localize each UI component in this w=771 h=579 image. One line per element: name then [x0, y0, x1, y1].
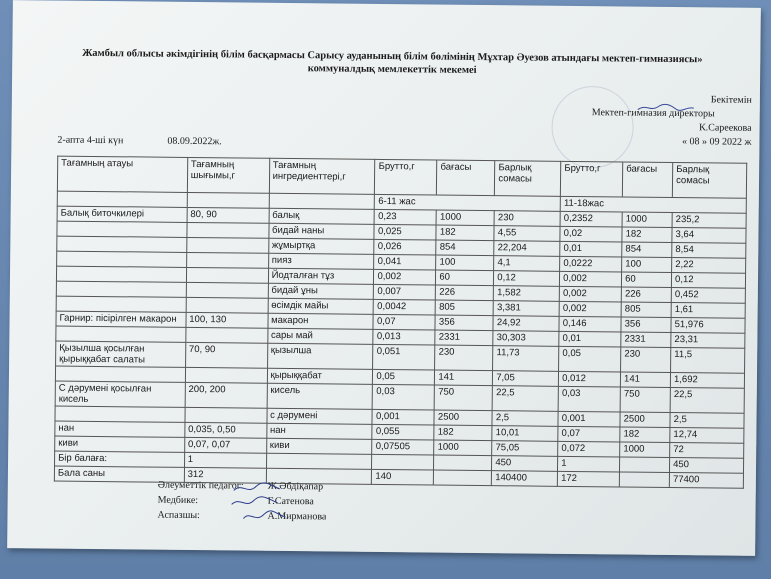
table-cell: 230 — [435, 345, 493, 371]
table-cell — [434, 470, 492, 486]
table-cell: 1000 — [622, 212, 672, 228]
document-title — [52, 47, 732, 80]
table-cell: 0,12 — [494, 271, 560, 287]
table-cell: 1000 — [434, 440, 492, 456]
approval-block — [591, 92, 752, 150]
table-cell: 0,0222 — [560, 256, 622, 272]
table-cell: 1,692 — [670, 373, 744, 389]
header-cell: Тағамның ингредиенттері,г — [269, 158, 375, 194]
table-cell: 854 — [436, 240, 494, 256]
table-cell: 226 — [621, 287, 671, 303]
table-cell: 140400 — [492, 471, 558, 487]
table-cell: 0,035, 0,50 — [185, 422, 267, 438]
table-cell: 0,007 — [374, 284, 436, 300]
table-cell: пияз — [268, 253, 374, 269]
header-cell: бағасы — [437, 160, 495, 196]
table-cell: 0,026 — [374, 239, 436, 255]
document-sheet — [7, 0, 761, 556]
table-cell — [55, 406, 185, 422]
table-cell: қырыққабат — [267, 368, 373, 384]
age-group-1: 6-11 жас — [375, 194, 561, 211]
table-cell: өсімдік майы — [268, 298, 374, 314]
table-cell: Гарнир: пісірілген макарон — [56, 311, 186, 327]
signature-role: Аспазшы: — [157, 509, 200, 522]
table-cell: 1 — [558, 456, 620, 472]
table-cell — [57, 251, 187, 267]
per-child-label: Бір балаға: — [55, 451, 185, 467]
table-cell: 22,5 — [492, 386, 558, 412]
table-cell — [185, 367, 267, 383]
table-cell: 0,07 — [373, 314, 435, 330]
header-cell: бағасы — [622, 162, 672, 198]
table-cell: 750 — [435, 385, 493, 411]
signature-role: Медбике: — [157, 494, 199, 507]
handwritten-signatures — [229, 480, 289, 525]
title-line-2: коммуналдық мемлекеттік мекемеі — [307, 63, 477, 76]
table-cell: 60 — [622, 272, 672, 288]
table-cell: 0,02 — [560, 226, 622, 242]
table-cell: 805 — [436, 300, 494, 316]
table-cell — [55, 366, 185, 382]
table-cell: бидай ұны — [268, 283, 374, 299]
table-cell: 0,07, 0,07 — [184, 437, 266, 453]
table-cell: 182 — [622, 227, 672, 243]
table-cell: 22,5 — [670, 388, 744, 414]
table-cell: 11,73 — [493, 346, 559, 372]
table-cell: 356 — [621, 317, 671, 333]
table-cell: 0,2352 — [560, 211, 622, 227]
table-cell: 0,002 — [560, 271, 622, 287]
table-cell: 100 — [436, 255, 494, 271]
table-cell: 70, 90 — [185, 342, 267, 368]
table-cell: 3,381 — [493, 301, 559, 317]
table-cell: 2500 — [434, 410, 492, 426]
table-cell: 4,55 — [494, 226, 560, 242]
table-cell: 10,01 — [492, 426, 558, 442]
header-cell: Барлық сомасы — [495, 161, 561, 197]
table-cell: 100 — [622, 257, 672, 273]
table-cell: 141 — [435, 370, 493, 386]
table-cell — [186, 267, 268, 283]
table-cell: 22,204 — [494, 241, 560, 257]
table-cell: макарон — [268, 313, 374, 329]
table-cell: кисель — [267, 383, 373, 409]
table-cell: 0,002 — [559, 301, 621, 317]
table-cell: 200, 200 — [185, 382, 267, 408]
table-cell: 0,041 — [374, 254, 436, 270]
table-cell: 75,05 — [492, 441, 558, 457]
table-cell: киви — [55, 436, 185, 452]
table-cell: киви — [266, 438, 372, 454]
table-cell: 0,05 — [373, 369, 435, 385]
table-cell — [269, 193, 375, 209]
table-cell — [185, 407, 267, 423]
table-cell: С дәрумені қосылған кисель — [55, 381, 185, 407]
table-cell: 1000 — [436, 210, 494, 226]
table-cell: 0,452 — [671, 288, 745, 304]
director-signature — [636, 103, 696, 114]
table-cell: 450 — [492, 456, 558, 472]
table-cell: 182 — [434, 425, 492, 441]
table-cell: 2331 — [435, 330, 493, 346]
table-cell — [186, 252, 268, 268]
table-cell: 0,001 — [372, 409, 434, 425]
table-cell: 12,74 — [670, 428, 744, 444]
table-cell: 23,31 — [671, 333, 745, 349]
menu-table — [54, 156, 747, 489]
table-cell — [186, 282, 268, 298]
table-cell: Қызылша қосылған қырыққабат салаты — [56, 341, 186, 367]
table-cell: 0,0042 — [374, 299, 436, 315]
approval-role: Мектеп-гимназия директоры — [591, 107, 715, 120]
header-cell: Брутто,г — [561, 161, 623, 197]
table-cell: 0,07 — [558, 426, 620, 442]
table-cell — [186, 327, 268, 343]
table-cell: 30,303 — [493, 331, 559, 347]
table-cell: 2,22 — [672, 258, 746, 274]
age-group-2: 11-18жас — [560, 196, 746, 213]
table-cell: нан — [55, 421, 185, 437]
header-cell: Тағамның атауы — [57, 156, 187, 192]
table-cell: 172 — [558, 471, 620, 487]
children-count-label: Бала саны — [54, 466, 184, 482]
table-cell — [266, 453, 372, 469]
table-cell: нан — [266, 423, 372, 439]
table-cell: 0,012 — [559, 371, 621, 387]
table-cell: 750 — [620, 387, 670, 413]
table-cell: 51,976 — [671, 318, 745, 334]
table-cell: 1,61 — [671, 303, 745, 319]
table-cell: бидай наны — [269, 223, 375, 239]
table-cell: 2,5 — [492, 411, 558, 427]
table-cell — [619, 472, 669, 488]
table-cell: 4,1 — [494, 256, 560, 272]
table-cell: 140 — [372, 469, 434, 485]
menu-date: 08.09.2022ж. — [167, 135, 222, 148]
table-cell: 100, 130 — [186, 312, 268, 328]
table-cell: 3,64 — [672, 228, 746, 244]
table-cell: 230 — [494, 211, 560, 227]
table-cell: 24,92 — [493, 316, 559, 332]
table-cell — [57, 236, 187, 252]
table-cell: қызылша — [267, 343, 373, 369]
table-cell — [57, 221, 187, 237]
table-cell — [56, 326, 186, 342]
table-cell: 230 — [621, 347, 671, 373]
table-cell: 0,03 — [558, 386, 620, 412]
table-cell: 0,12 — [671, 273, 745, 289]
signature-name: Ж.Әбдіқапар — [267, 480, 324, 493]
approval-date: « 08 » 09 2022 ж — [681, 136, 752, 148]
table-cell: с дәрумені — [267, 408, 373, 424]
table-cell — [186, 297, 268, 313]
table-cell: 0,07505 — [372, 439, 434, 455]
table-cell: 0,002 — [559, 286, 621, 302]
table-cell: 235,2 — [672, 213, 746, 229]
title-line-1: Жамбыл облысы әкімдігінің білім басқармасы Сарысу ауданының білім бөлімінің Мұхтар Әуезов атындағы мектеп-гимназиясы» — [82, 47, 703, 66]
table-cell: 0,146 — [559, 316, 621, 332]
table-cell — [186, 237, 268, 253]
table-cell: жұмыртқа — [268, 238, 374, 254]
header-cell: Брутто,г — [375, 159, 437, 195]
table-cell: 1 — [184, 452, 266, 468]
table-cell: Йодталған тұз — [268, 268, 374, 284]
table-cell: 0,025 — [374, 224, 436, 240]
signature-name: А.Мирманова — [267, 510, 327, 523]
table-cell: балық — [269, 208, 375, 224]
signature-role: Әлеуметтік педагог: — [157, 479, 244, 492]
table-cell: 1,582 — [494, 286, 560, 302]
table-cell — [187, 222, 269, 238]
week-day-label: 2-апта 4-ші күн — [57, 134, 124, 147]
table-cell: 60 — [436, 270, 494, 286]
table-cell: 0,01 — [560, 241, 622, 257]
table-cell — [187, 192, 269, 208]
header-cell: Барлық сомасы — [672, 163, 746, 199]
table-cell: 356 — [435, 315, 493, 331]
table-cell: 2500 — [620, 412, 670, 428]
table-cell: Балық биточкилері — [57, 206, 187, 222]
table-cell: 0,055 — [372, 424, 434, 440]
table-cell: 0,002 — [374, 269, 436, 285]
table-cell — [434, 455, 492, 471]
table-cell: 182 — [436, 225, 494, 241]
table-cell: 80, 90 — [187, 207, 269, 223]
table-cell — [620, 457, 670, 473]
table-cell: 0,23 — [375, 209, 437, 225]
table-cell: 0,05 — [559, 346, 621, 372]
table-cell: 0,051 — [373, 344, 435, 370]
table-cell: 141 — [620, 372, 670, 388]
table-cell: 854 — [622, 242, 672, 258]
table-cell: 805 — [621, 302, 671, 318]
table-cell: 450 — [670, 458, 744, 474]
table-cell: 7,05 — [493, 371, 559, 387]
table-cell: 0,001 — [558, 411, 620, 427]
table-cell: 0,03 — [373, 384, 435, 410]
table-cell: 226 — [436, 285, 494, 301]
approval-name: К.Сареекова — [698, 122, 752, 134]
table-cell: 11,5 — [671, 348, 745, 374]
table-cell: 8,54 — [672, 243, 746, 259]
table-cell: 0,01 — [559, 331, 621, 347]
table-cell — [56, 296, 186, 312]
header-cell: Тағамның шығымы,г — [187, 157, 269, 193]
table-cell: 1000 — [620, 442, 670, 458]
signature-name: Г.Сатенова — [267, 495, 314, 508]
table-cell — [372, 454, 434, 470]
table-cell: 312 — [184, 467, 266, 483]
table-cell: сары май — [267, 328, 373, 344]
table-cell: 0,072 — [558, 441, 620, 457]
table-cell — [56, 266, 186, 282]
table-cell — [57, 191, 187, 207]
table-cell: 2,5 — [670, 413, 744, 429]
table-cell: 77400 — [669, 473, 743, 489]
approval-label: Бекітемін — [710, 94, 752, 106]
table-cell — [56, 281, 186, 297]
table-cell: 72 — [670, 443, 744, 459]
table-cell: 2331 — [621, 332, 671, 348]
table-cell: 182 — [620, 427, 670, 443]
table-cell: 0,013 — [373, 329, 435, 345]
